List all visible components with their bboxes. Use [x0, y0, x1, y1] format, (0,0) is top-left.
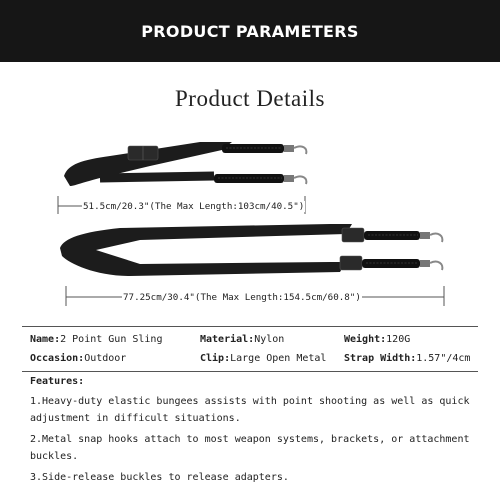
- spec-name-value: 2 Point Gun Sling: [60, 334, 163, 345]
- short-sling-bungee-lower: [214, 174, 284, 183]
- long-sling-snap-hook-lower: [420, 260, 442, 270]
- long-sling-strap: [60, 224, 352, 276]
- spec-weight-value: 120G: [386, 334, 411, 345]
- long-sling-dimension-label: 77.25cm/30.4"(The Max Length:154.5cm/60.8"): [123, 292, 361, 303]
- spec-weight-key: Weight:: [344, 334, 387, 345]
- spec-clip-key: Clip:: [200, 353, 231, 364]
- spec-material: [200, 334, 284, 345]
- spec-weight: [344, 334, 410, 345]
- spec-name-key: Name:: [30, 334, 61, 345]
- short-sling-snap-hook-upper: [284, 145, 306, 154]
- short-sling-image: [64, 142, 306, 186]
- feature-item-3: 3.Side-release buckles to release adapters.: [30, 472, 289, 483]
- product-details-title: Product Details: [175, 86, 325, 111]
- spec-material-key: Material:: [200, 334, 255, 345]
- spec-clip: [200, 353, 326, 364]
- header-banner: [0, 0, 500, 62]
- specs-divider-bottom: [22, 371, 478, 372]
- long-sling-snap-hook-upper: [420, 232, 442, 242]
- spec-clip-value: Large Open Metal: [230, 353, 327, 364]
- specs-row-1: [0, 334, 500, 350]
- long-sling-image: [60, 224, 442, 276]
- specs-row-2: [0, 353, 500, 369]
- banner-title: PRODUCT PARAMETERS: [141, 21, 359, 41]
- spec-strap-width-value: 1.57"/4cm: [416, 353, 471, 364]
- spec-strap-width-key: Strap Width:: [344, 353, 417, 364]
- spec-occasion-value: Outdoor: [84, 353, 127, 364]
- spec-material-value: Nylon: [254, 334, 285, 345]
- spec-name: [30, 334, 162, 345]
- long-sling-buckle-lower: [340, 256, 362, 270]
- spec-occasion-key: Occasion:: [30, 353, 85, 364]
- feature-item-2: 2.Metal snap hooks attach to most weapon systems, brackets, or attachment buckles.: [30, 434, 470, 462]
- specs-divider-top: [22, 326, 478, 327]
- short-sling-dimension-label: 51.5cm/20.3"(The Max Length:103cm/40.5"): [83, 201, 305, 212]
- spec-strap-width: [344, 353, 470, 364]
- spec-occasion: [30, 353, 126, 364]
- long-sling-buckle-upper: [342, 228, 364, 242]
- short-sling-snap-hook-lower: [284, 175, 306, 184]
- feature-item-1: 1.Heavy-duty elastic bungees assists with point shooting as well as quick adjustment in difficult situations.: [30, 396, 470, 424]
- features-title: Features:: [30, 376, 85, 387]
